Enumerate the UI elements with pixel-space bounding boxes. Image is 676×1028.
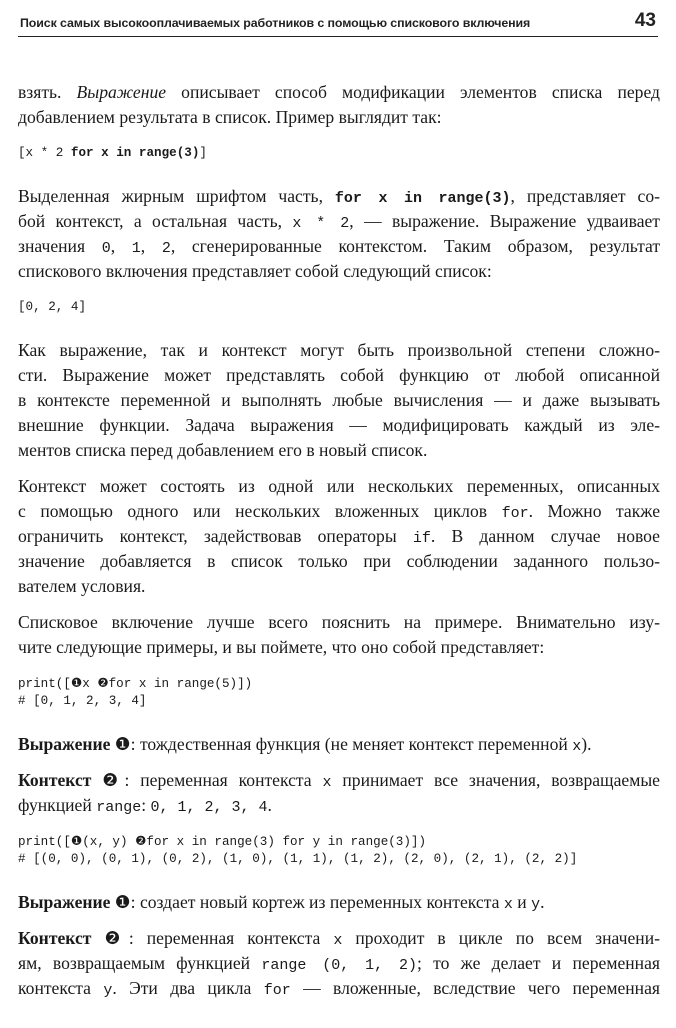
code-run: (x, y) xyxy=(82,835,136,849)
callout-2-icon: ❷ xyxy=(102,771,125,791)
text-line xyxy=(18,209,660,234)
inline-code: y xyxy=(531,896,541,913)
inline-code: range (0, 1, 2) xyxy=(261,957,417,974)
page-number: 43 xyxy=(634,10,656,31)
callout-2-icon: ❷ xyxy=(97,675,109,690)
text-run: : создает новый кортеж из переменных контекста xyxy=(130,892,504,912)
inline-code: x xyxy=(572,738,582,755)
text-line xyxy=(18,234,660,259)
text-line xyxy=(18,184,660,209)
text-run: — вложенные, вследствие чего переменная xyxy=(290,978,660,998)
text-run: описывает способ модификации элементов списка перед xyxy=(166,82,660,102)
paragraph-examples-intro xyxy=(18,610,660,660)
text-run: бой контекст, а остальная часть, xyxy=(18,211,293,231)
code-run: x xyxy=(82,677,98,691)
code-run: for x in range(5)]) xyxy=(108,677,253,691)
running-title: Поиск самых высокооплачиваемых работников с помощью спискового включения xyxy=(20,16,531,30)
text-run: ). xyxy=(581,734,592,754)
inline-code: y xyxy=(103,982,113,999)
inline-code: x xyxy=(322,774,332,791)
code-comment-line: # [0, 1, 2, 3, 4] xyxy=(18,694,147,708)
text-run: . Эти два цикла xyxy=(112,978,264,998)
text-line: значение добавляется в список только при соблюдении заданного пользо- xyxy=(18,551,660,571)
text-line xyxy=(18,890,660,915)
text-run: проходит в цикле по всем значени- xyxy=(342,928,660,948)
text-line xyxy=(18,732,660,757)
text-run: , представляет со- xyxy=(510,186,660,206)
code-line xyxy=(18,144,660,162)
text-run: . Можно также xyxy=(528,501,661,521)
code-block-result xyxy=(18,298,660,316)
text-run: ям, возвращаемым функцией xyxy=(18,953,262,973)
text-line: добавлением результата в список. Пример выглядит так: xyxy=(18,107,442,127)
code-bold-context: for x in range(3) xyxy=(70,146,200,160)
text-run: с помощью одного или нескольких вложенных циклов xyxy=(18,501,502,521)
text-line: вателем условия. xyxy=(18,576,146,596)
text-line xyxy=(18,976,660,1001)
paragraph-expression-1 xyxy=(18,732,660,757)
inline-code: 1 xyxy=(131,240,141,257)
text-run: , xyxy=(140,236,162,256)
inline-code: range xyxy=(96,799,142,816)
code-run: [x * 2 xyxy=(18,146,71,160)
inline-code: for xyxy=(263,982,291,999)
paragraph-expression-2 xyxy=(18,890,660,915)
text-line: ментов списка перед добавлением его в новый список. xyxy=(18,440,428,460)
callout-1-icon: ❶ xyxy=(70,675,83,690)
text-run: ограничить контекст, задействовав операторы xyxy=(18,526,413,546)
text-run: : тождественная функция (не меняет контекст переменной xyxy=(130,734,573,754)
text-run: взять. xyxy=(18,82,77,102)
inline-code: x xyxy=(503,896,513,913)
bold-lead: Выражение xyxy=(18,734,115,754)
text-run: . В данном случае новое xyxy=(430,526,660,546)
code-line xyxy=(18,674,660,692)
inline-code: 0, 1, 2, 3, 4 xyxy=(150,799,268,816)
text-line: чите следующие примеры, и вы поймете, что оно собой представляет: xyxy=(18,637,545,657)
text-line: сти. Выражение может представлять собой функцию от любой описанной xyxy=(18,365,660,385)
paragraph-context-2 xyxy=(18,926,660,1001)
text-run: функцией xyxy=(18,795,97,815)
text-run: . xyxy=(540,892,545,912)
text-run: , — выражение. Выражение удваивает xyxy=(349,211,660,231)
page-body xyxy=(18,80,660,1012)
code-run: ] xyxy=(199,146,207,160)
text-line xyxy=(18,80,660,105)
paragraph-context-variables xyxy=(18,474,660,599)
text-run: . xyxy=(267,795,272,815)
callout-2-icon: ❷ xyxy=(135,833,147,848)
inline-code: if xyxy=(412,530,431,547)
text-line: в контексте переменной и выполнять любые вычисления — и даже вызывать xyxy=(18,390,660,410)
italic-term: Выражение xyxy=(76,82,167,102)
text-run: : переменная контекста xyxy=(128,928,334,948)
bold-lead: Выражение xyxy=(18,892,115,912)
paragraph-context-explained xyxy=(18,184,660,284)
text-line xyxy=(18,951,660,976)
code-run: for x in range(3) for y in range(3)]) xyxy=(146,835,427,849)
text-line: Контекст может состоять из одной или нескольких переменных, описанных xyxy=(18,476,660,496)
text-run: значения xyxy=(18,236,102,256)
callout-2-icon: ❷ xyxy=(104,929,129,949)
text-run: ; то же делает и переменная xyxy=(416,953,660,973)
code-run: print([ xyxy=(18,677,71,691)
text-line: Списковое включение лучше всего пояснить на примере. Внимательно изу- xyxy=(18,612,660,632)
text-run: контекста xyxy=(18,978,104,998)
text-run: принимает все значения, возвращаемые xyxy=(331,770,660,790)
text-line xyxy=(18,499,660,524)
code-comment-line: # [(0, 0), (0, 1), (0, 2), (1, 0), (1, 1), (1, 2), (2, 0), (2, 1), (2, 2)] xyxy=(18,852,578,866)
text-line xyxy=(18,793,660,818)
code-line xyxy=(18,832,660,850)
paragraph-complexity xyxy=(18,338,660,463)
text-line: Как выражение, так и контекст могут быть произвольной степени сложно- xyxy=(18,340,660,360)
inline-code: for xyxy=(501,505,529,522)
code-block-example-2 xyxy=(18,832,660,868)
code-block-example-1 xyxy=(18,674,660,710)
inline-code: x * 2 xyxy=(292,215,350,232)
text-run: , xyxy=(110,236,132,256)
code-block-doubling xyxy=(18,144,660,162)
inline-code: x xyxy=(333,932,343,949)
text-run: Выделенная жирным шрифтом часть, xyxy=(18,186,335,206)
paragraph-context-1 xyxy=(18,768,660,818)
text-line: спискового включения представляет собой следующий список: xyxy=(18,261,492,281)
code-line: [0, 2, 4] xyxy=(18,300,87,314)
callout-1-icon: ❶ xyxy=(114,735,131,755)
bold-lead: Контекст xyxy=(18,928,105,948)
paragraph-expression-intro xyxy=(18,80,660,130)
bold-lead: Контекст xyxy=(18,770,103,790)
text-run: : xyxy=(141,795,151,815)
text-run: : переменная контекста xyxy=(124,770,323,790)
callout-1-icon: ❶ xyxy=(70,833,83,848)
text-run: и xyxy=(512,892,532,912)
inline-code: 0 xyxy=(101,240,111,257)
inline-code-bold: for x in range(3) xyxy=(334,190,511,207)
code-run: print([ xyxy=(18,835,71,849)
text-line: внешние функции. Задача выражения — модифицировать каждый из эле- xyxy=(18,415,660,435)
callout-1-icon: ❶ xyxy=(114,893,131,913)
text-line xyxy=(18,768,660,793)
text-line xyxy=(18,524,660,549)
text-line xyxy=(18,926,660,951)
running-header xyxy=(18,10,658,37)
text-run: , сгенерированные контекстом. Таким образом, результат xyxy=(170,236,661,256)
inline-code: 2 xyxy=(161,240,171,257)
